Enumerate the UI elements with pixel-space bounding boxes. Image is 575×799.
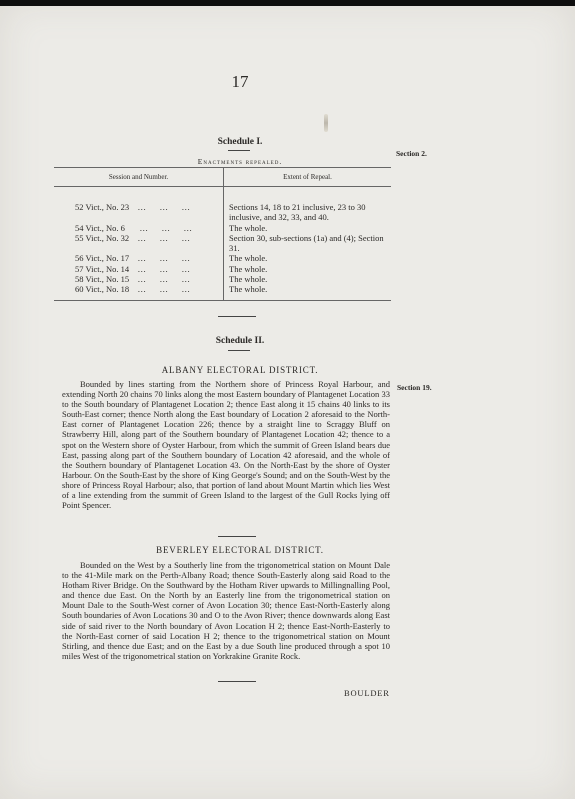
table-row	[75, 284, 193, 294]
beverley-district-description: Bounded on the West by a Southerly line from the trigonometrical station on Mount Dale to the 41-Mile mark on the Perth-Albany Road; thence South-Easterly along said Road to the Hotham River Bridge. On the Southward by the Hotham River upwards to Millingnalling Pool, and thence due East. On the North by an Easterly line from the trigonometrical station on Mount Dale to the South-West corner of Avon Location 30; thence East-North-Easterly along South boundaries of Avon Locations 30 and O to the Avon River; thence downwards along East side of said river to the North boundary of Avon Location H 2; thence East-North-Easterly to the North-East corner of said Location H 2; thence to the trigonometrical station on Mount Stirling, and thence due East; and on the East by a due South line produced through a spot 10 miles West of the trigonometrical station on Yorkrakine Granite Rock.	[62, 560, 390, 661]
table-row	[75, 223, 193, 233]
section-divider	[218, 316, 256, 317]
paper-mark	[324, 114, 328, 132]
table-row	[75, 264, 193, 274]
repeal-table	[54, 167, 391, 301]
table-row	[75, 274, 193, 284]
session-cell: 60 Vict., No. 18	[75, 284, 130, 295]
leader-dots: … … …	[131, 274, 191, 285]
leader-dots: … … …	[131, 202, 191, 212]
albany-district-heading: ALBANY ELECTORAL DISTRICT.	[161, 365, 319, 375]
session-cell: 52 Vict., No. 23	[75, 202, 130, 212]
extent-cell: The whole.	[229, 274, 268, 285]
margin-note-section-2: Section 2.	[396, 149, 427, 158]
extent-cell: Sections 14, 18 to 21 inclusive, 23 to 30 inclusive, and 32, 33, and 40.	[229, 202, 366, 223]
extent-cell: The whole.	[229, 263, 268, 274]
leader-dots: … … …	[131, 284, 191, 295]
session-cell: 55 Vict., No. 32	[75, 232, 130, 243]
section-divider	[218, 536, 256, 537]
catchword: BOULDER	[344, 688, 390, 698]
extent-cell: Section 30, sub-sections (1a) and (4); Section 31.	[229, 232, 384, 254]
session-cell: 57 Vict., No. 14	[75, 263, 130, 274]
extent-column	[229, 202, 391, 295]
schedule-1-subtitle: Enactments repealed.	[197, 157, 283, 166]
section-divider	[218, 681, 256, 682]
schedule-2-underline	[228, 350, 250, 351]
extent-cell: The whole.	[229, 253, 268, 264]
session-cell: 54 Vict., No. 6	[75, 222, 125, 233]
table-header-extent: Extent of Repeal.	[283, 173, 332, 181]
extent-cell: The whole.	[229, 284, 268, 295]
extent-cell: The whole.	[229, 222, 268, 233]
beverley-district-heading: BEVERLEY ELECTORAL DISTRICT.	[156, 545, 324, 555]
session-cell: 58 Vict., No. 15	[75, 274, 130, 285]
leader-dots: … … …	[131, 232, 191, 243]
albany-district-description: Bounded by lines starting from the Northern shore of Princess Royal Harbour, and extending North 20 chains 70 links along the most Eastern boundary of Plantagenet Location 33 to the South boundary of Plantagenet Location 2; thence East along it 15 chains 40 links to its South-East corner; thence North along the East boundary of Location 2 aforesaid to the North-East corner of Plantagenet Location 226; thence by a straight line to Scraggy Bluff on Strawberry Hill, along part of the Southern boundary of Plantagenet Location 42; thence to a spot on the Western shore of Oyster Harbour, from which the summit of Green Island bears due East, passing along part of the Southern boundary of Location 42 aforesaid, and the whole of the Southern boundary of Plantagenet Location 43. On the North-East by the shore of Oyster Harbour. On the South-East by the shore of King George's Sound; and on the South-West by the shore of Princess Royal Harbour; also, that portion of land about Mount Martin which lies West of a line extending from the summit of Green Island to the largest of the Gull Rocks lying off Point Spencer.	[62, 379, 390, 511]
margin-note-section-19: Section 19.	[397, 383, 432, 392]
table-header-session: Session and Number.	[108, 173, 169, 181]
page-number: 17	[231, 72, 249, 91]
session-cell: 56 Vict., No. 17	[75, 253, 130, 264]
leader-dots: … … …	[131, 263, 191, 274]
table-row	[75, 202, 193, 212]
leader-dots: … … …	[126, 222, 193, 233]
table-header-rule	[54, 186, 391, 187]
table-column-divider	[223, 168, 224, 300]
table-row	[75, 253, 193, 263]
schedule-2-title: Schedule II.	[215, 336, 265, 346]
scan-top-edge	[0, 0, 575, 6]
session-column	[75, 202, 193, 295]
leader-dots: … … …	[131, 253, 191, 264]
table-row	[75, 233, 193, 243]
schedule-1-underline	[228, 150, 250, 151]
schedule-1-title: Schedule I.	[217, 137, 263, 147]
